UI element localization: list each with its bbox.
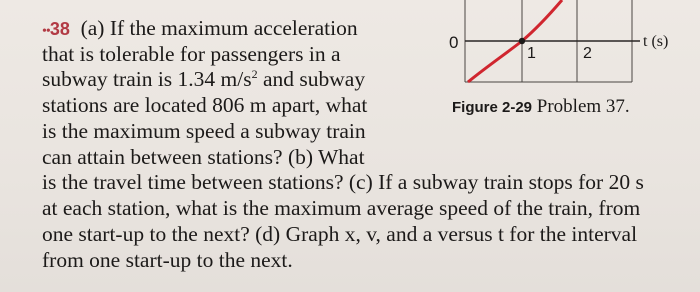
line-text: at each station, what is the maximum average speed of the train, from xyxy=(42,196,641,220)
axis-origin-label: 0 xyxy=(449,33,459,52)
line-text: subway train is 1.34 m/s xyxy=(42,67,252,91)
problem-line-4 xyxy=(42,93,367,117)
problem-line-9 xyxy=(42,222,637,246)
problem-line-10 xyxy=(42,248,293,272)
tick-label-2: 2 xyxy=(583,45,592,62)
figure-2-29-graph xyxy=(440,0,700,95)
tick-label-1: 1 xyxy=(527,45,536,62)
problem-line-3 xyxy=(42,67,365,91)
problem-line-6 xyxy=(42,145,365,169)
line-text: from one start-up to the next. xyxy=(42,248,293,272)
line-text: stations are located 806 m apart, what xyxy=(42,93,368,117)
problem-line-8 xyxy=(42,196,640,220)
line-text: that is tolerable for passengers in a xyxy=(42,42,341,66)
line-text: (a) If the maximum acceleration xyxy=(80,16,358,40)
figure-number: Figure 2-29 xyxy=(452,99,533,116)
figure-caption xyxy=(452,96,630,118)
line-text: one start-up to the next? (d) Graph x, v, and a versus t for the interval xyxy=(42,222,638,246)
line-text: is the travel time between stations? (c) If a subway train stops for 20 s xyxy=(42,170,644,194)
problem-line-2 xyxy=(42,42,341,66)
problem-number: 38 xyxy=(49,19,70,39)
figure-problem-ref: Problem 37. xyxy=(536,96,630,117)
line-text: and subway xyxy=(257,67,366,91)
line-text: can attain between stations? (b) What xyxy=(42,145,365,169)
line-text: is the maximum speed a subway train xyxy=(42,119,366,143)
problem-line-7 xyxy=(42,170,644,194)
curve-point-t1 xyxy=(519,38,525,44)
superscript-2: 2 xyxy=(251,66,258,81)
problem-line-5 xyxy=(42,119,366,143)
difficulty-dots: •• xyxy=(42,24,50,39)
time-axis-label: t (s) xyxy=(643,33,669,50)
problem-line-1 xyxy=(42,16,358,44)
